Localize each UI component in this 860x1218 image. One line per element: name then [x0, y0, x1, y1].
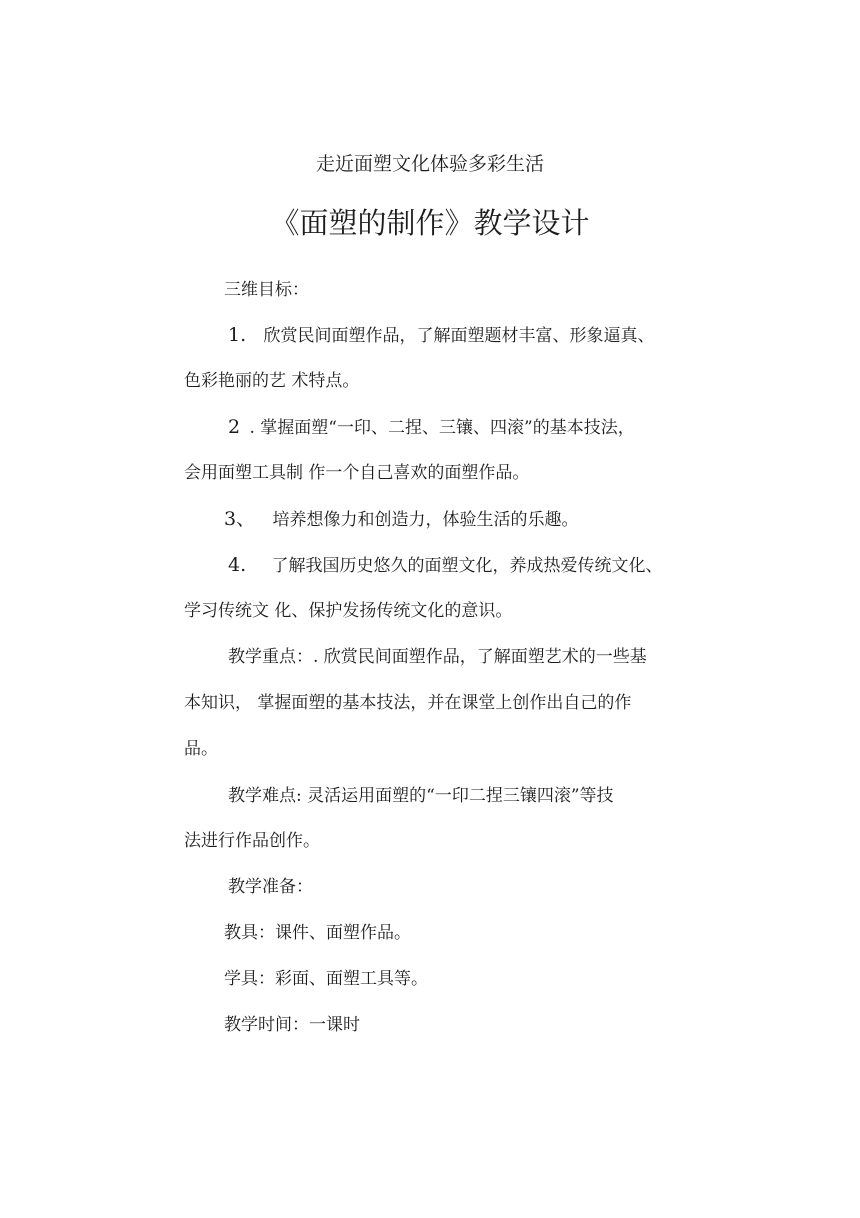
key-points-line-3: 品。	[184, 739, 218, 759]
teacher-tools: 教具：课件、面塑作品。	[224, 923, 411, 943]
difficulties-line-1: 教学难点: 灵活运用面塑的“一印二捏三镶四滚”等技	[228, 786, 614, 806]
objective-1-line-1	[228, 324, 655, 347]
objective-4-line-1	[228, 554, 663, 577]
objective-2-text: . 掌握面塑“一印、二捏、三镶、四滚”的基本技法，	[249, 418, 635, 438]
objective-1-line-2: 色彩艳丽的艺 术特点。	[184, 371, 360, 391]
objective-1-number: 1.	[228, 324, 247, 346]
objective-3-number: 3、	[224, 508, 256, 530]
objectives-heading: 三维目标：	[224, 280, 309, 300]
objective-1-text: 欣赏民间面塑作品，了解面塑题材丰富、形象逼真、	[263, 326, 655, 346]
objective-4-line-2: 学习传统文 化、保护发扬传统文化的意识。	[184, 601, 513, 621]
objective-4-number: 4.	[228, 554, 247, 576]
key-points-line-2: 本知识， 掌握面塑的基本技法，并在课堂上创作出自己的作	[184, 693, 632, 713]
class-time: 教学时间：一课时	[224, 1015, 360, 1035]
objective-2-line-2: 会用面塑工具制 作一个自己喜欢的面塑作品。	[184, 463, 530, 483]
key-points-line-1: 教学重点：. 欣赏民间面塑作品，了解面塑艺术的一些基	[228, 647, 647, 667]
objective-4-text: 了解我国历史悠久的面塑文化，养成热爱传统文化、	[271, 556, 663, 576]
student-tools: 学具：彩面、面塑工具等。	[224, 969, 428, 989]
document-title: 《面塑的制作》教学设计	[270, 206, 590, 240]
objective-3-line-1	[224, 508, 579, 531]
objective-2-line-1	[228, 416, 635, 439]
document-subtitle: 走近面塑文化体验多彩生活	[315, 153, 544, 175]
preparation-heading: 教学准备：	[228, 877, 313, 897]
difficulties-line-2: 法进行作品创作。	[184, 831, 320, 851]
objective-2-number: 2	[228, 416, 241, 438]
objective-3-text: 培养想像力和创造力，体验生活的乐趣。	[272, 510, 579, 530]
